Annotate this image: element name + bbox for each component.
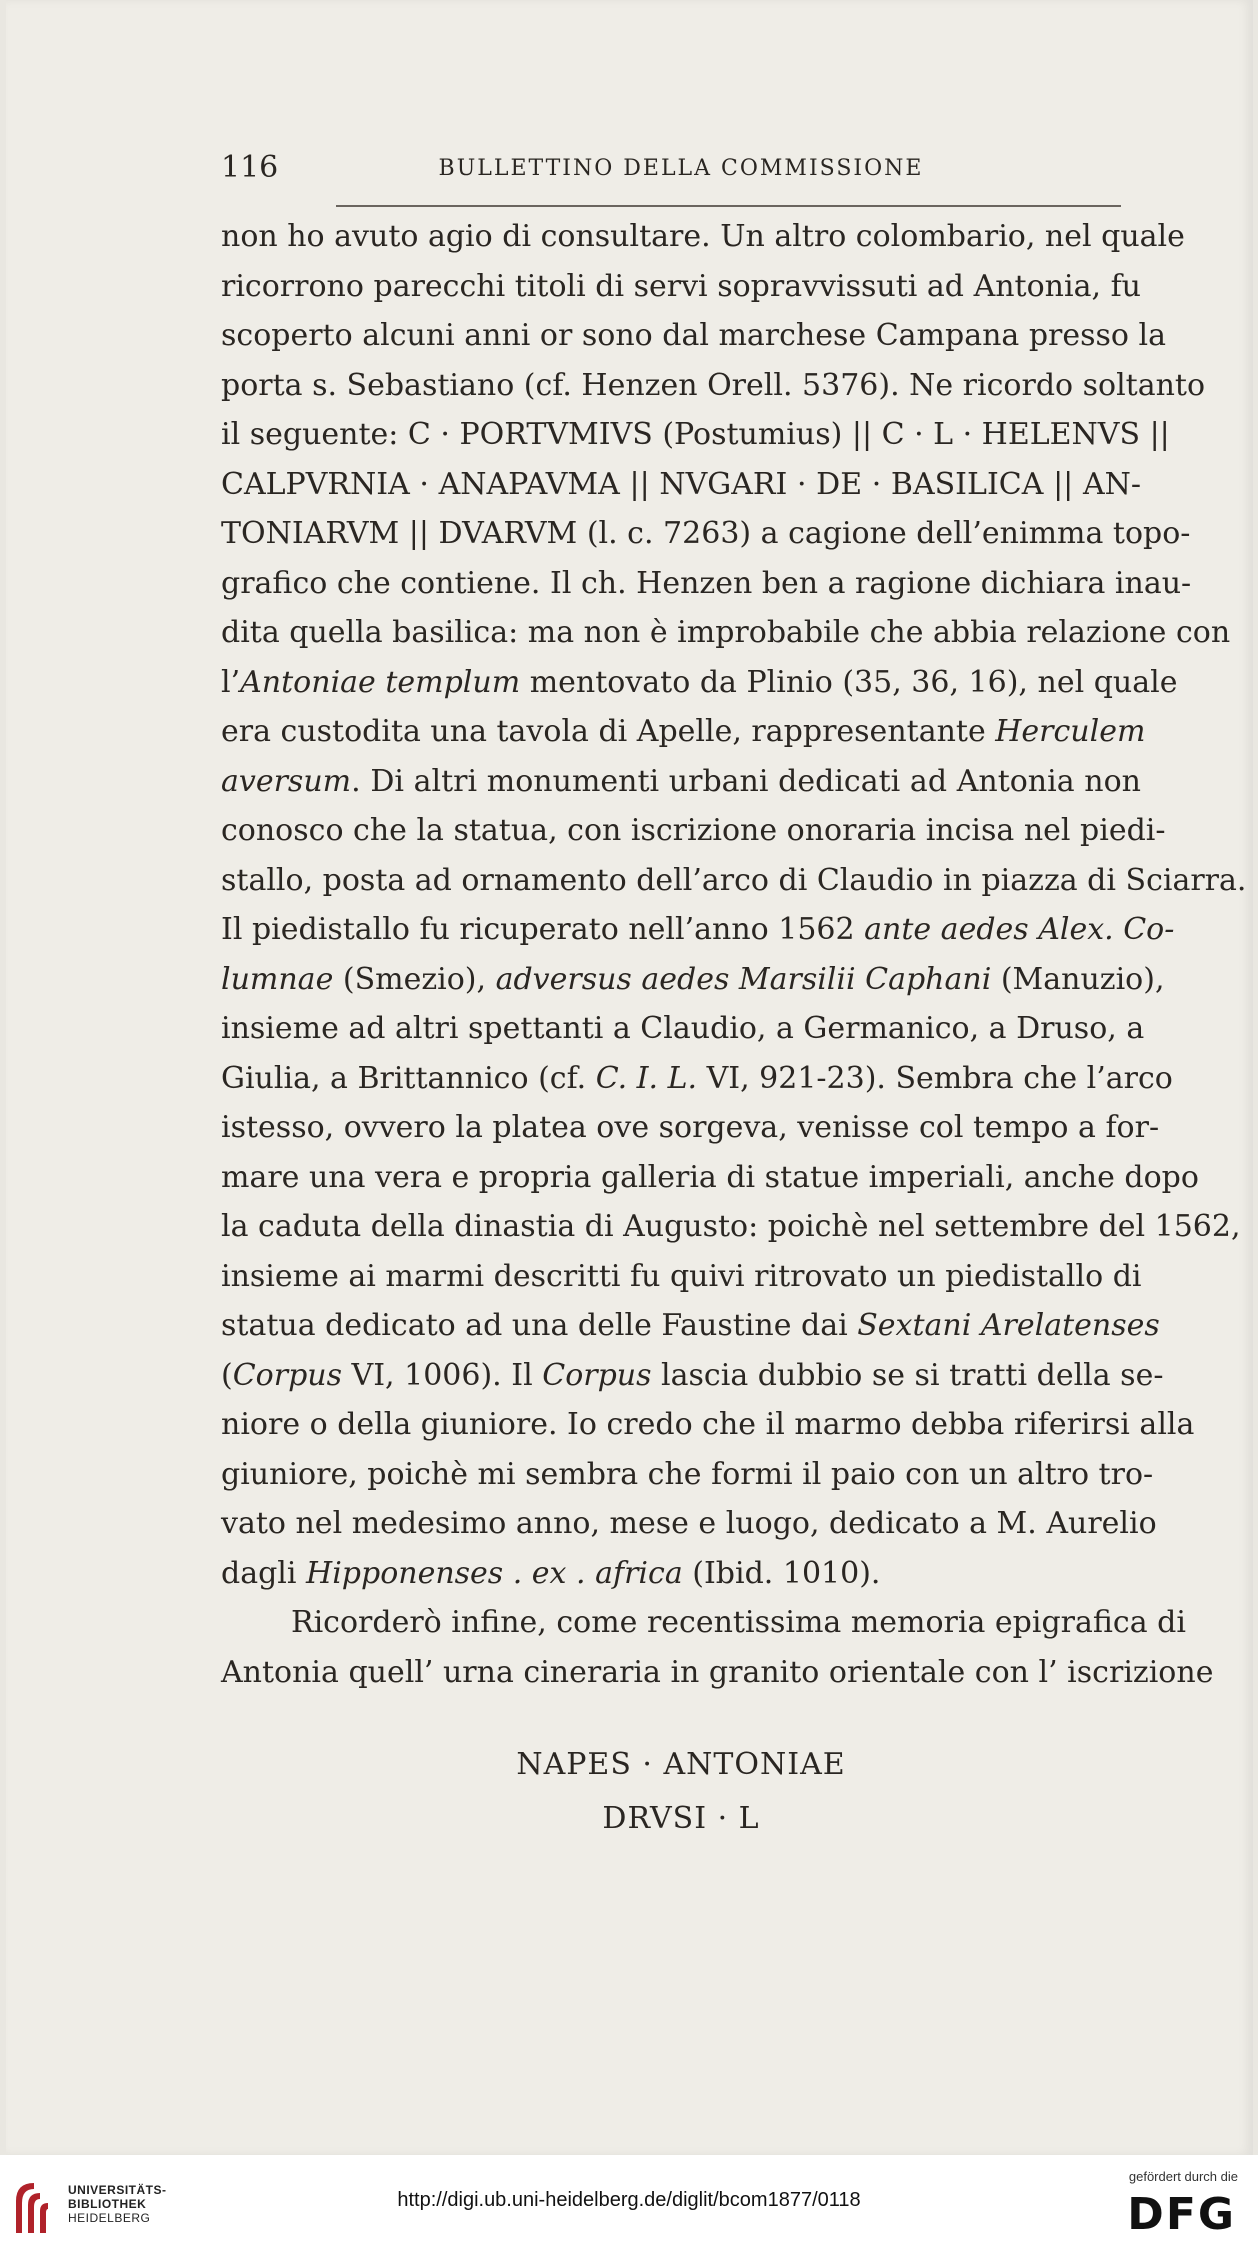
text-line: TONIARVM || DVARVM (l. c. 7263) a cagione dell’enimma topo- — [221, 516, 1191, 551]
italic-text: lumnae — [221, 961, 334, 997]
text-line: CALPVRNIA · ANAPAVMA || NVGARI · DE · BASILICA || AN- — [221, 466, 1141, 502]
text-line: l’Antoniae templum mentovato da Plinio (35, 36, 16), nel quale — [221, 664, 1178, 700]
italic-text: aversum — [221, 763, 352, 799]
footer-bar — [0, 2155, 1258, 2247]
text-line: giuniore, poichè mi sembra che formi il paio con un altro tro- — [221, 1456, 1154, 1492]
header-rule — [336, 205, 1121, 207]
italic-text: adversus aedes Marsilii Caphani — [495, 961, 992, 997]
dfg-logo: DFG — [1127, 2189, 1236, 2240]
body-text — [221, 212, 1247, 1697]
text-line: Ricorderò infine, come recentissima memoria epigrafica di — [291, 1605, 1186, 1640]
text-line: (Corpus VI, 1006). Il Corpus lascia dubbio se si tratti della se- — [221, 1357, 1164, 1393]
text-line: il seguente: C · PORTVMIVS (Postumius) || C · L · HELENVS || — [221, 417, 1170, 452]
running-title: BULLETTINO DELLA COMMISSIONE — [438, 156, 924, 181]
text-line: lumnae (Smezio), adversus aedes Marsilii Caphani (Manuzio), — [221, 961, 1165, 997]
text-line: dita quella basilica: ma non è improbabile che abbia relazione con — [221, 615, 1231, 650]
page-number: 116 — [221, 150, 279, 185]
italic-text: Antoniae templum — [240, 664, 521, 700]
italic-text: Sextani Arelatenses — [857, 1308, 1160, 1343]
funded-by-label: gefördert durch die — [1128, 2169, 1238, 2184]
text-line: ricorrono parecchi titoli di servi sopravvissuti ad Antonia, fu — [221, 268, 1141, 304]
text-line: non ho avuto agio di consultare. Un altro colombario, nel quale — [221, 219, 1185, 254]
library-name: UNIVERSITÄTS- BIBLIOTHEK HEIDELBERG — [68, 2183, 167, 2225]
text-line: porta s. Sebastiano (cf. Henzen Orell. 5376). Ne ricordo soltanto — [221, 367, 1206, 403]
scanned-page — [6, 0, 1253, 2155]
text-line: conosco che la statua, con iscrizione onoraria incisa nel piedi- — [221, 813, 1166, 848]
text-line: dagli Hipponenses . ex . africa (Ibid. 1010). — [221, 1555, 881, 1591]
text-line: niore o della giuniore. Io credo che il marmo debba riferirsi alla — [221, 1407, 1195, 1442]
italic-text: Hipponenses . ex . africa — [306, 1555, 683, 1591]
text-line: mare una vera e propria galleria di statue imperiali, anche dopo — [221, 1159, 1199, 1195]
text-line: scoperto alcuni anni or sono dal marchese Campana presso la — [221, 318, 1166, 353]
inscription-line-2: DRVSI · L — [602, 1801, 760, 1836]
italic-text: Corpus — [232, 1357, 342, 1393]
page-header — [221, 150, 1141, 190]
italic-text: ante aedes Alex. Co- — [864, 912, 1175, 947]
text-line: insieme ad altri spettanti a Claudio, a Germanico, a Druso, a — [221, 1011, 1145, 1046]
italic-text: Corpus — [542, 1357, 652, 1393]
text-line: grafico che contiene. Il ch. Henzen ben a ragione dichiara inau- — [221, 565, 1192, 601]
text-line: istesso, ovvero la platea ove sorgeva, venisse col tempo a for- — [221, 1110, 1160, 1145]
italic-text: C. I. L. — [595, 1060, 698, 1096]
text-line: insieme ai marmi descritti fu quivi ritrovato un piedistallo di — [221, 1258, 1142, 1294]
inscription-line-1: NAPES · ANTONIAE — [516, 1747, 846, 1782]
source-url-link[interactable]: http://digi.ub.uni-heidelberg.de/diglit/bcom1877/0118 — [397, 2189, 861, 2211]
text-line: era custodita una tavola di Apelle, rappresentante Herculem — [221, 714, 1146, 749]
text-line: la caduta della dinastia di Augusto: poichè nel settembre del 1562, — [221, 1209, 1241, 1244]
text-line: vato nel medesimo anno, mese e luogo, dedicato a M. Aurelio — [221, 1506, 1157, 1541]
text-line: Antonia quell’ urna cineraria in granito orientale con l’ iscrizione — [221, 1654, 1214, 1690]
inscription — [221, 1738, 1141, 1846]
text-line: Giulia, a Brittannico (cf. C. I. L. VI, 921-23). Sembra che l’arco — [221, 1060, 1173, 1096]
text-line: aversum. Di altri monumenti urbani dedicati ad Antonia non — [221, 763, 1141, 799]
text-line: Il piedistallo fu ricuperato nell’anno 1562 ante aedes Alex. Co- — [221, 912, 1175, 947]
italic-text: Herculem — [995, 714, 1146, 749]
text-line: statua dedicato ad una delle Faustine dai Sextani Arelatenses — [221, 1308, 1160, 1343]
text-line: stallo, posta ad ornamento dell’arco di Claudio in piazza di Sciarra. — [221, 862, 1247, 898]
